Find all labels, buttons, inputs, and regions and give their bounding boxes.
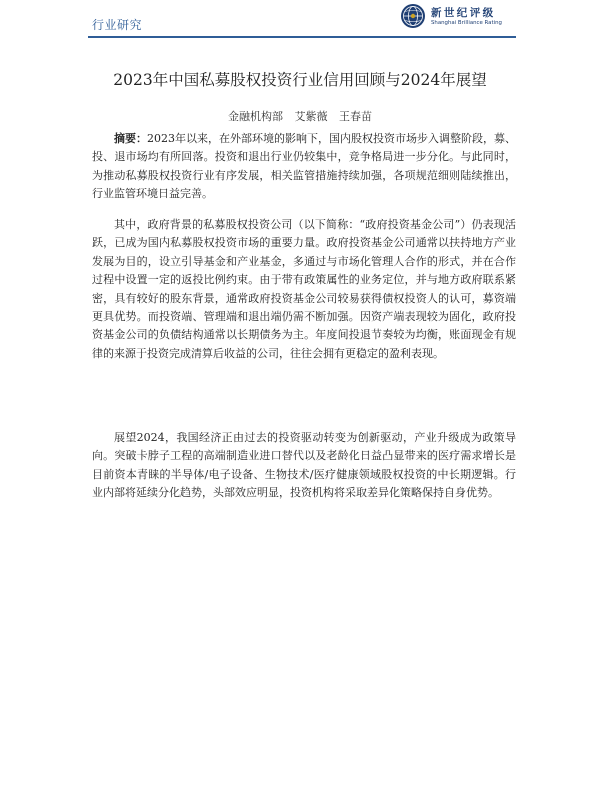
section-label: 行业研究 (92, 18, 143, 32)
author-name: 艾紫薇 (294, 110, 328, 123)
document-title: 2023年中国私募股权投资行业信用回顾与2024年展望 (113, 71, 487, 89)
abstract-text: 2023年以来，在外部环境的影响下，国内股权投资市场步入调整阶段，募、投、退市场均有所回落。投资和退出行业仍较集中，竞争格局进一步分化。与此同时，为推动私募股权投资行业有序发展，相关监管措施持续加强，各项规范细则陆续推出，行业监管环境日益完善。 (92, 132, 516, 201)
author-line (0, 108, 600, 124)
logo-english-name: Shanghai Brilliance Rating (431, 20, 502, 26)
brand-logo (400, 3, 515, 33)
body-paragraph: 其中，政府背景的私募股权投资公司（以下简称：“政府投资基金公司”）仍表现活跃，已成为国内私募股权投资市场的重要力量。政府投资基金公司通常以扶持地方产业发展为目的，设立引导基金和产业基金，多通过与市场化管理人合作的形式，并在合作过程中设置一定的返投比例约束。由于带有政策属性的业务定位，并与地方政府联系紧密，具有较好的股东背景，通常政府投资基金公司较易获得债权投资人的认可，募资端更具优势。而投资端、管理端和退出端仍需不断加强。因资产端表现较为固化，政府投资基金公司的负债结构通常以长期债务为主。年度间投退节奏较为均衡，账面现金有规律的来源于投资完成清算后收益的公司，往往会拥有更稳定的盈利表现。 (92, 218, 516, 360)
abstract-label: 摘要： (114, 132, 147, 145)
page-header (0, 0, 600, 40)
body-paragraph: 展望2024，我国经济正由过去的投资驱动转变为创新驱动，产业升级成为政策导向。突破卡脖子工程的高端制造业进口替代以及老龄化日益凸显带来的医疗需求增长是目前资本青睐的半导体/电子设备、生物技术/医疗健康领域股权投资的中长期逻辑。行业内部将延续分化趋势，头部效应明显，投资机构将采取差异化策略保持自身优势。 (92, 431, 516, 500)
author-department: 金融机构部 (228, 110, 283, 123)
author-name: 王春苗 (339, 110, 372, 123)
header-divider (88, 36, 516, 38)
globe-logo-icon (400, 3, 426, 29)
abstract-paragraph (92, 130, 516, 204)
logo-chinese-name: 新世纪评级 (431, 7, 496, 19)
